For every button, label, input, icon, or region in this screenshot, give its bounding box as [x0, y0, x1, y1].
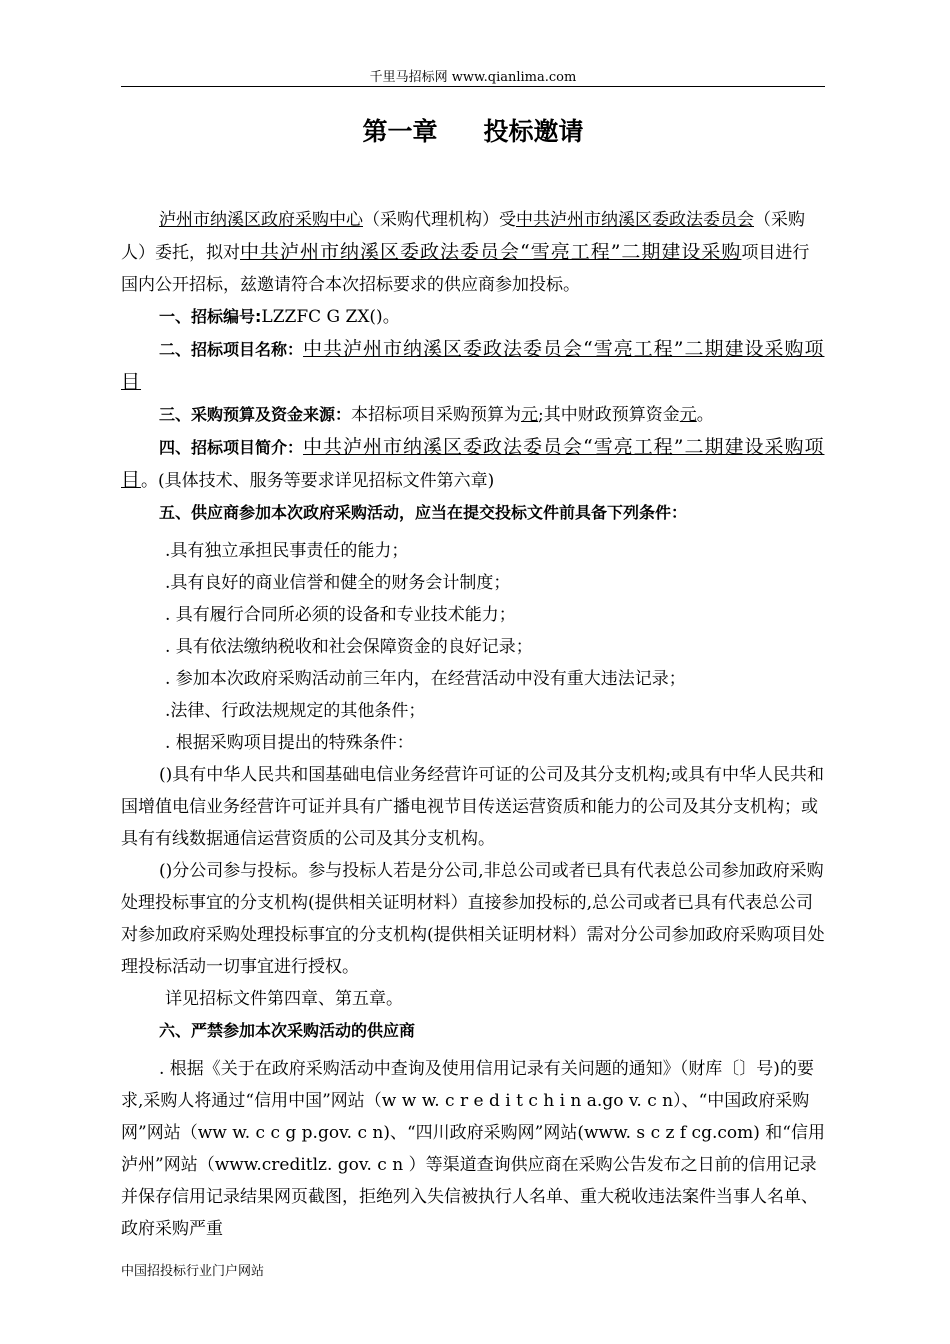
see-reference: 详见招标文件第四章、第五章。 — [165, 989, 403, 1009]
condition-item: . 根据采购项目提出的特殊条件： — [165, 733, 414, 753]
project-summary: 中共泸州市纳溪区委政法委员会“雪亮工程”二期建设采购项目 — [121, 436, 825, 491]
intro-text-3: 项目进行国内公开招标，兹邀请符合本次招标要求的供应商参加投标。 — [121, 243, 810, 295]
section-4-label: 四、招标项目简介： — [159, 438, 304, 457]
document-body — [121, 204, 825, 1245]
section-4 — [121, 431, 825, 497]
section-6-paragraph: . 根据《关于在政府采购活动中查询及使用信用记录有关问题的通知》（财库〔〕号)的要求,采购人将通过“信用中国”网站（w w w. c r e d i t c h i n a.go v. c n）、“中国政府采购网”网站（ww w. c c g p.gov. c n)、“四川政府采购网”网站(www. s c z f cg.com) 和“信用泸州”网站（www.creditlz. gov. c n ）等渠道查询供应商在采购公告发布之日前的信用记录并保存信用记录结果网页截图，拒绝列入失信被执行人名单、重大税收违法案件当事人名单、政府采购严重 — [121, 1059, 825, 1239]
agency-name: 泸州市纳溪区政府采购中心 — [159, 210, 363, 230]
intro-text-2: （采购人）委托，拟对 — [121, 210, 805, 263]
budget-text-1: 本招标项目采购预算为 — [351, 405, 522, 425]
section-1 — [121, 301, 825, 333]
project-name: 中共泸州市纳溪区委政法委员会“雪亮工程”二期建设采购 — [240, 241, 742, 263]
section-1-label: 一、招标编号: — [159, 307, 262, 326]
chapter-name: 投标邀请 — [483, 117, 584, 146]
section-5-heading — [121, 497, 825, 529]
section-3 — [121, 399, 825, 431]
condition-item: .法律、行政法规规定的其他条件； — [165, 701, 426, 721]
header-divider — [121, 86, 825, 87]
project-title: 中共泸州市纳溪区委政法委员会“雪亮工程”二期建设采购项目 — [121, 338, 825, 393]
intro-paragraph — [121, 204, 825, 301]
section-6-label: 六、严禁参加本次采购活动的供应商 — [159, 1021, 416, 1040]
condition-item: .具有良好的商业信誉和健全的财务会计制度； — [165, 573, 511, 593]
condition-item: . 具有履行合同所必须的设备和专业技术能力； — [165, 605, 516, 625]
intro-text-1: （采购代理机构）受 — [363, 210, 516, 230]
condition-item: .具有独立承担民事责任的能力； — [165, 541, 409, 561]
condition-item: . 参加本次政府采购活动前三年内，在经营活动中没有重大违法记录； — [165, 669, 686, 689]
tender-number: LZZFC G ZX()。 — [261, 307, 400, 327]
section-6-heading — [121, 1015, 825, 1047]
special-condition-2: ()分公司参与投标。参与投标人若是分公司,非总公司或者已具有代表总公司参加政府采购处理投标事宜的分支机构(提供相关证明材料）直接参加投标的,总公司或者已具有代表总公司对参加政府采购处理投标事宜的分支机构(提供相关证明材料）需对分公司参加政府采购项目处理投标活动一切事宜进行授权。 — [121, 861, 825, 977]
condition-item: . 具有依法缴纳税收和社会保障资金的良好记录； — [165, 637, 533, 657]
budget-text-3: 。 — [696, 405, 714, 425]
section-3-label: 三、采购预算及资金来源： — [159, 405, 352, 424]
page-footer: 中国招投标行业门户网站 — [121, 1264, 265, 1279]
special-condition-1: ()具有中华人民共和国基础电信业务经营许可证的公司及其分支机构;或具有中华人民共和国增值电信业务经营许可证并具有广播电视节目传送运营资质和能力的公司及其分支机构；或具有有线数据通信运营资质的公司及其分支机构。 — [121, 765, 824, 849]
budget-text-2: ;其中财政预算资金 — [538, 405, 680, 425]
section-2-label: 二、招标项目名称： — [159, 340, 304, 359]
chapter-number: 第一章 — [362, 117, 438, 146]
buyer-name: 中共泸州市纳溪区委政法委员会 — [516, 210, 754, 230]
section-2 — [121, 333, 825, 399]
budget-amount: 元 — [521, 405, 539, 425]
summary-note: 。(具体技术、服务等要求详见招标文件第六章) — [141, 471, 495, 491]
chapter-title — [121, 112, 825, 148]
section-5-label: 五、供应商参加本次政府采购活动，应当在提交投标文件前具备下列条件： — [159, 503, 688, 522]
fiscal-amount: 元 — [679, 405, 697, 425]
page-header: 千里马招标网 www.qianlima.com — [369, 70, 577, 85]
